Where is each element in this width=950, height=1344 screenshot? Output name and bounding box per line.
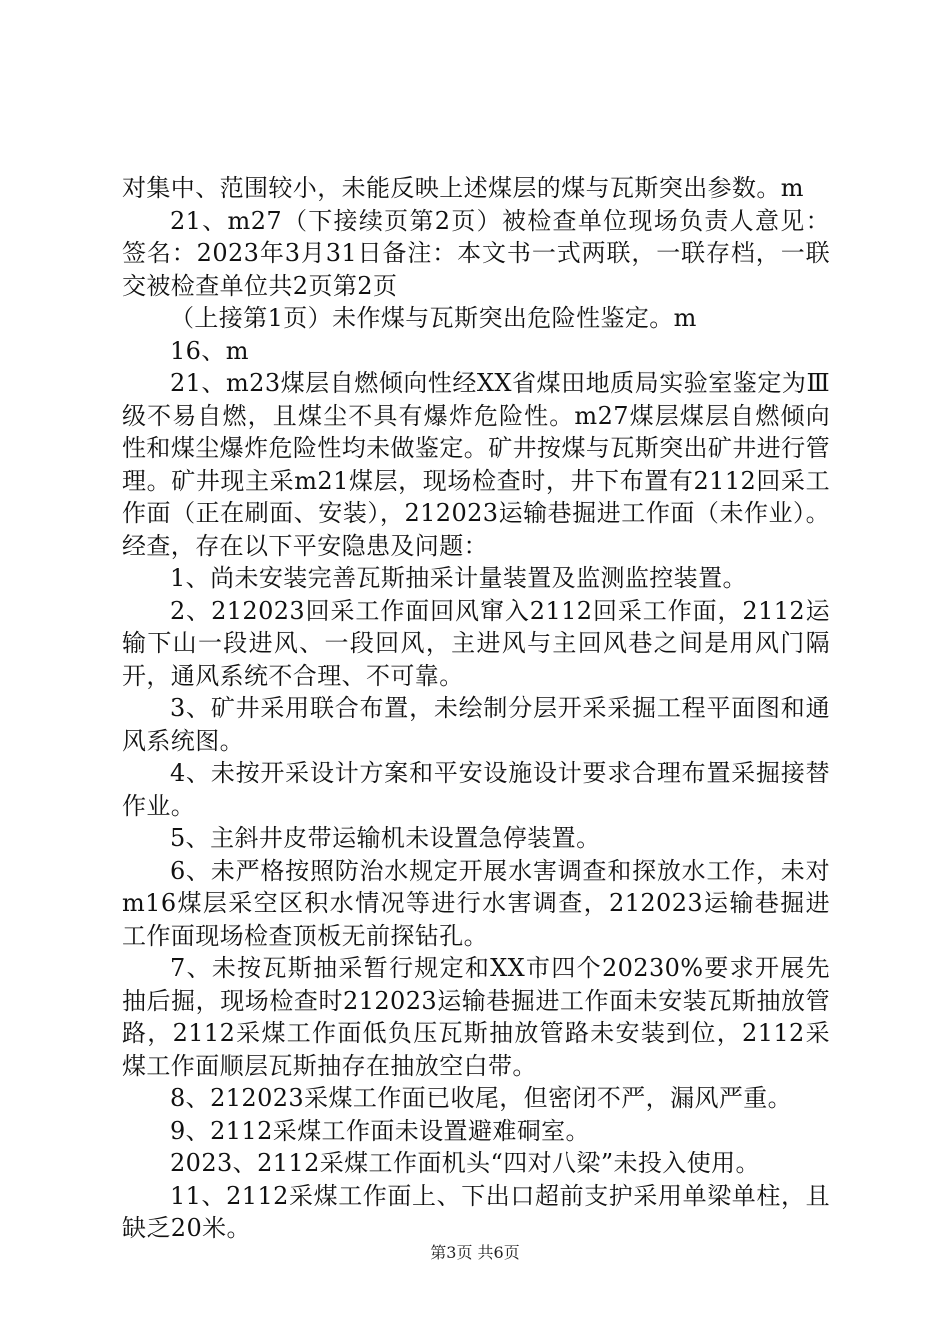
list-item-3: 3、矿井采用联合布置，未绘制分层开采采掘工程平面图和通风系统图。	[122, 694, 830, 755]
list-item-10: 2023、2112采煤工作面机头“四对八梁”未投入使用。	[170, 1149, 760, 1177]
list-item-4: 4、未按开采设计方案和平安设施设计要求合理布置采掘接替作业。	[122, 759, 830, 820]
list-item-1: 1、尚未安装完善瓦斯抽采计量装置及监测监控装置。	[170, 564, 747, 592]
list-item-6: 6、未严格按照防治水规定开展水害调查和探放水工作，未对m16煤层采空区积水情况等进行水害调查，212023运输巷掘进工作面现场检查顶板无前探钻孔。	[122, 856, 830, 950]
document-body	[122, 172, 830, 1245]
list-item-7: 7、未按瓦斯抽采暂行规定和XX市四个20230%要求开展先抽后掘，现场检查时212023运输巷掘进工作面未安装瓦斯抽放管路，2112采煤工作面低负压瓦斯抽放管路未安装到位，2112采煤工作面顺层瓦斯抽存在抽放空白带。	[122, 954, 830, 1080]
page-number-footer: 第3页 共6页	[430, 1243, 520, 1262]
list-item-8: 8、212023采煤工作面已收尾，但密闭不严，漏风严重。	[170, 1084, 793, 1112]
paragraph-2: 21、m27（下接续页第2页）被检查单位现场负责人意见：签名：2023年3月31日备注：本文书一式两联，一联存档，一联交被检查单位共2页第2页	[122, 206, 830, 300]
list-item-2: 2、212023回采工作面回风窜入2112回采工作面，2112运输下山一段进风、一段回风，主进风与主回风巷之间是用风门隔开，通风系统不合理、不可靠。	[122, 596, 830, 690]
paragraph-4: 16、m	[170, 336, 249, 365]
list-item-11: 11、2112采煤工作面上、下出口超前支护采用单梁单柱，且缺乏20米。	[122, 1181, 830, 1242]
paragraph-3: （上接第1页）未作煤与瓦斯突出危险性鉴定。m	[170, 304, 697, 332]
paragraph-5: 21、m23煤层自燃倾向性经XX省煤田地质局实验室鉴定为Ⅲ级不易自燃，且煤尘不具有爆炸危险性。m27煤层煤层自燃倾向性和煤尘爆炸危险性均未做鉴定。矿井按煤与瓦斯突出矿井进行管理。矿井现主采m21煤层，现场检查时，井下布置有2112回采工作面（正在刷面、安装），212023运输巷掘进工作面（未作业）。经查，存在以下平安隐患及问题：	[122, 369, 830, 560]
list-item-9: 9、2112采煤工作面未设置避难硐室。	[170, 1116, 590, 1145]
paragraph-1: 对集中、范围较小，未能反映上述煤层的煤与瓦斯突出参数。m	[122, 174, 804, 202]
list-item-5: 5、主斜井皮带运输机未设置急停装置。	[170, 824, 601, 852]
